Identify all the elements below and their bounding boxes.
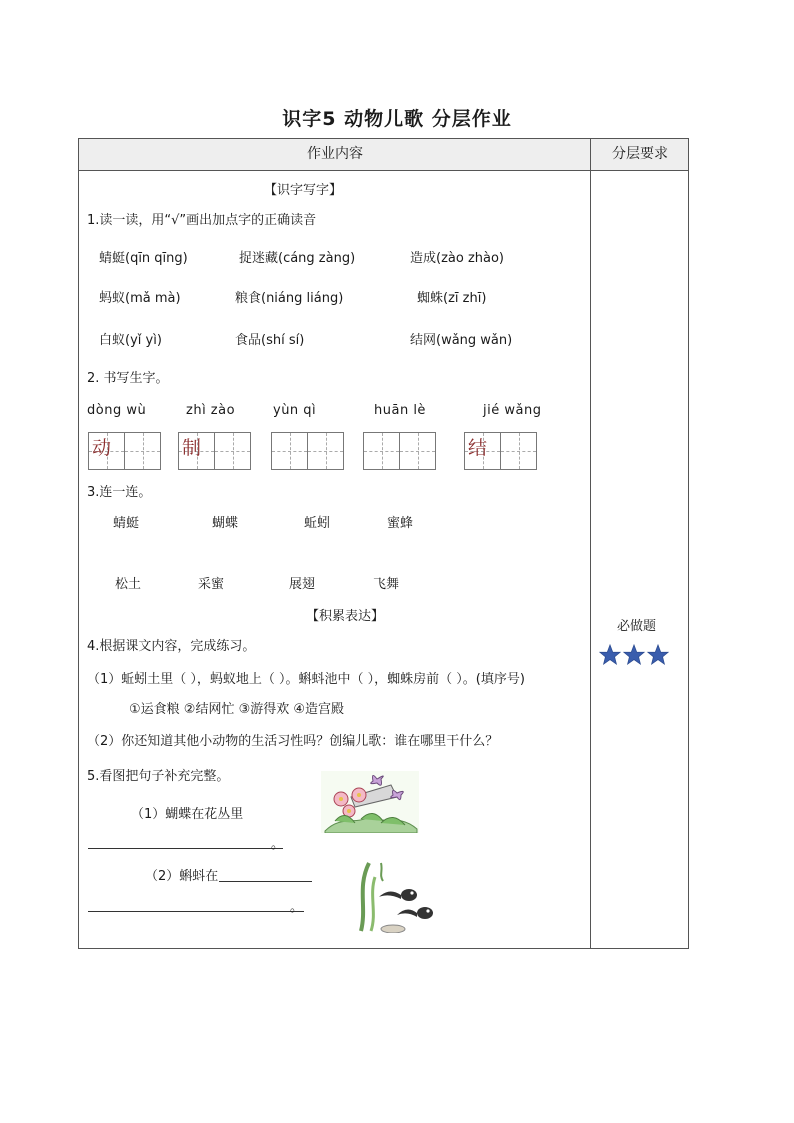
star-icon — [599, 644, 621, 666]
q5-sub2: （2）蝌蚪在 — [145, 869, 219, 884]
header-level: 分层要求 — [612, 146, 668, 162]
writing-grid[interactable] — [271, 432, 344, 471]
q5-end1: 。 — [271, 837, 285, 852]
difficulty-stars — [599, 644, 669, 666]
q4-sub2: （2）你还知道其他小动物的生活习性吗？创编儿歌：谁在哪里干什么？ — [87, 734, 499, 749]
q5-sub1: （1）蝴蝶在花丛里 — [131, 807, 244, 822]
q1-item: 捉迷藏(cáng zàng) — [239, 251, 356, 266]
writing-grid[interactable] — [464, 432, 537, 471]
section-literacy: 【识字写字】 — [264, 183, 343, 198]
match-top-item[interactable]: 蚯蚓 — [304, 516, 331, 531]
q2-prompt: 2. 书写生字。 — [87, 371, 169, 386]
section-expression: 【积累表达】 — [306, 609, 385, 624]
q1-item: 白蚁(yǐ yì) — [99, 333, 162, 348]
q1-item: 粮食(niáng liáng) — [235, 291, 344, 306]
star-icon — [647, 644, 669, 666]
pinyin-label: dòng wù — [87, 403, 147, 418]
match-top-item[interactable]: 蝴蝶 — [212, 516, 239, 531]
match-bottom-item[interactable]: 松土 — [115, 577, 142, 592]
q5-end2: 。 — [290, 900, 304, 915]
q4-sub1: （1）蚯蚓土里（ ），蚂蚁地上（ ）。蝌蚪池中（ ），蜘蛛房前（ ）。(填序号) — [87, 672, 525, 687]
match-top-item[interactable]: 蜻蜓 — [113, 516, 140, 531]
answer-line[interactable] — [88, 910, 304, 912]
q1-item: 蜻蜓(qīn qīng) — [99, 251, 188, 266]
star-icon — [623, 644, 645, 666]
butterfly-flowers-image — [321, 771, 419, 833]
writing-grid[interactable] — [363, 432, 436, 471]
q1-item: 蚂蚁(mǎ mà) — [99, 291, 181, 306]
level-label: 必做题 — [617, 619, 657, 634]
q1-prompt: 1.读一读，用“√”画出加点字的正确读音 — [87, 213, 317, 228]
page-title: 识字5 动物儿歌 分层作业 — [282, 108, 512, 130]
match-top-item[interactable]: 蜜蜂 — [387, 516, 414, 531]
sample-char: 动 — [92, 437, 112, 459]
q4-prompt: 4.根据课文内容，完成练习。 — [87, 639, 256, 654]
q1-item: 蜘蛛(zī zhī) — [417, 291, 487, 306]
homework-table — [78, 138, 689, 949]
sample-char: 制 — [182, 437, 202, 459]
q4-options: ①运食粮 ②结网忙 ③游得欢 ④造宫殿 — [129, 702, 345, 717]
pinyin-label: huān lè — [374, 403, 426, 418]
match-bottom-item[interactable]: 展翅 — [289, 577, 316, 592]
header-content: 作业内容 — [307, 146, 363, 162]
answer-line[interactable] — [219, 880, 312, 882]
writing-grid[interactable] — [88, 432, 161, 471]
pinyin-label: jié wǎng — [483, 403, 542, 418]
q1-item: 食品(shí sí) — [235, 333, 305, 348]
answer-line[interactable] — [88, 847, 283, 849]
q5-prompt: 5.看图把句子补充完整。 — [87, 769, 230, 784]
q1-item: 结网(wǎng wǎn) — [410, 333, 513, 348]
sample-char: 结 — [468, 437, 488, 459]
q1-item: 造成(zào zhào) — [410, 251, 505, 266]
match-bottom-item[interactable]: 飞舞 — [373, 577, 400, 592]
column-divider — [590, 139, 591, 948]
tadpoles-image — [353, 857, 449, 933]
table-header — [79, 139, 688, 171]
match-bottom-item[interactable]: 采蜜 — [198, 577, 225, 592]
pinyin-label: zhì zào — [186, 403, 236, 418]
pinyin-label: yùn qì — [273, 403, 317, 418]
writing-grid[interactable] — [178, 432, 251, 471]
q3-prompt: 3.连一连。 — [87, 485, 152, 500]
